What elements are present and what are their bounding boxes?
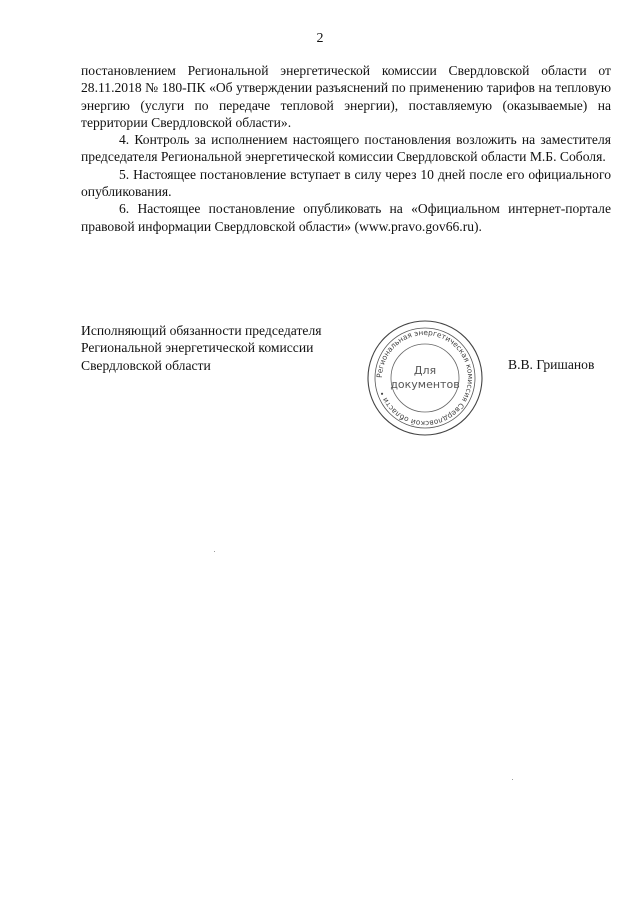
scan-speck xyxy=(214,551,215,552)
paragraph-item-6: 6. Настоящее постановление опубликовать на «Официальном интернет-портале правовой информации Свердловской области» (www.pravo.gov66.ru). xyxy=(81,201,611,234)
signatory-position-line: Свердловской области xyxy=(81,357,211,373)
stamp-inner-line-1: Для xyxy=(413,364,437,377)
signatory-position-line: Исполняющий обязанности председателя xyxy=(81,323,322,338)
paragraph-item-5: 5. Настоящее постановление вступает в силу через 10 дней после его официального опубликования. xyxy=(81,166,611,200)
signatory-position xyxy=(81,322,371,374)
scan-speck xyxy=(512,779,513,780)
paragraph-item-4: 4. Контроль за исполнением настоящего постановления возложить на заместителя председателя Региональной энергетической комиссии Свердловской области М.Б. Соболя. xyxy=(81,132,611,165)
page-number: 2 xyxy=(316,31,324,46)
stamp-inner-line-2: документов xyxy=(390,378,460,391)
signatory-name: В.В. Гришанов xyxy=(508,357,595,372)
stamp-ring-text: Региональная энергетическая комиссия Свердловской области • xyxy=(374,327,476,429)
signatory-position-line: Региональной энергетической комиссии xyxy=(81,340,314,356)
official-stamp xyxy=(365,318,485,438)
document-body xyxy=(81,62,611,235)
paragraph-continuation: постановлением Региональной энергетической комиссии Свердловской области от 28.11.2018 № 180-ПК «Об утверждении разъяснений по применению тарифов на тепловую энергию (услуги по передаче тепловой энергии), поставляемую (оказываемые) на территории Свердловской области». xyxy=(81,63,611,130)
stamp-graphic xyxy=(365,318,485,438)
